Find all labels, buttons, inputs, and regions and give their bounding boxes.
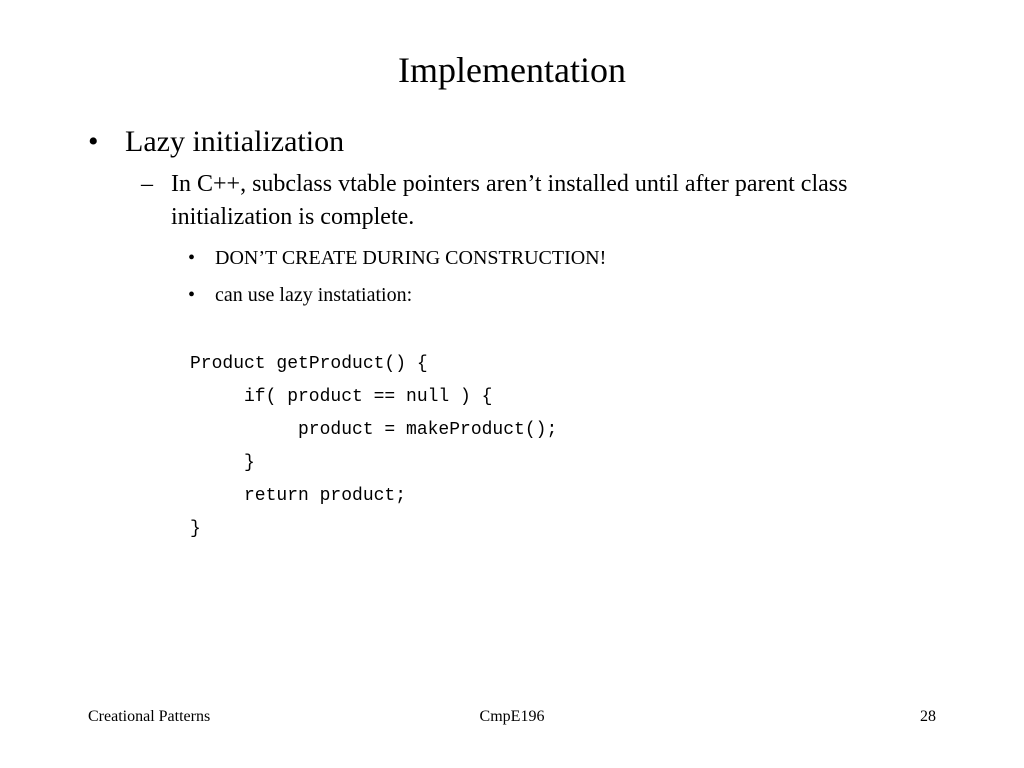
slide-title: Implementation bbox=[398, 50, 626, 90]
bullet-text: In C++, subclass vtable pointers aren’t installed until after parent class initialization is complete. bbox=[171, 171, 848, 230]
code-line: } bbox=[244, 453, 255, 473]
bullet-text: DON’T CREATE DURING CONSTRUCTION! bbox=[215, 247, 607, 269]
footer-course-topic: Creational Patterns bbox=[88, 708, 211, 725]
bullet-marker: • bbox=[88, 125, 99, 158]
dash-marker: – bbox=[141, 171, 153, 197]
code-line: if( product == null ) { bbox=[244, 387, 493, 407]
code-line: } bbox=[190, 519, 201, 539]
bullet-text: can use lazy instatiation: bbox=[215, 284, 413, 306]
footer-page-number: 28 bbox=[920, 708, 936, 725]
footer-course-code: CmpE196 bbox=[479, 708, 545, 725]
code-line: product = makeProduct(); bbox=[298, 420, 558, 440]
bullet-text: Lazy initialization bbox=[125, 125, 345, 158]
code-line: Product getProduct() { bbox=[190, 354, 428, 374]
bullet-marker: • bbox=[188, 247, 196, 269]
bullet-marker: • bbox=[188, 284, 196, 306]
code-line: return product; bbox=[244, 486, 407, 506]
